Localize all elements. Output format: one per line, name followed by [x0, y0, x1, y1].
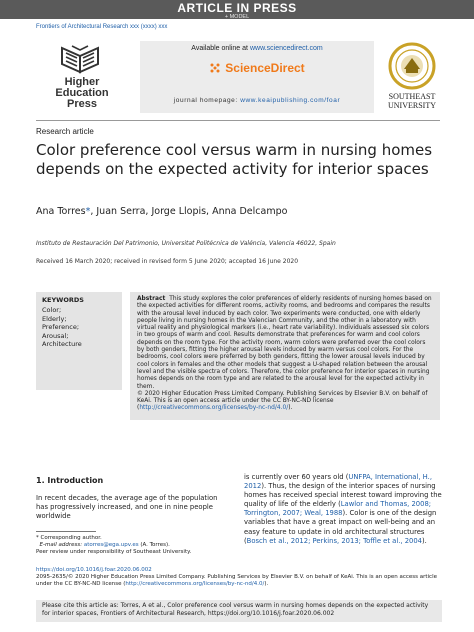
header-divider	[36, 120, 440, 121]
license-link[interactable]: http://creativecommons.org/licenses/by-nc-nd/4.0/	[125, 581, 265, 587]
received-dates: Received 16 March 2020; received in revised form 5 June 2020; accepted 16 June 2020	[36, 258, 299, 265]
model-label: + MODEL	[224, 14, 250, 20]
journal-header-box	[140, 41, 374, 113]
body-text: is currently over 60 years old (	[244, 473, 349, 481]
footnote	[36, 535, 236, 556]
publisher-name-line2: Education	[55, 87, 109, 99]
university-name-line2: UNIVERSITY	[388, 101, 436, 110]
author-list	[36, 206, 287, 217]
keyword-item: Elderly;	[42, 314, 67, 323]
publisher-name-line3: Press	[67, 98, 97, 110]
keyword-item: Arousal;	[42, 331, 69, 340]
university-name	[376, 92, 448, 110]
sciencedirect-url-link[interactable]: www.sciencedirect.com	[249, 45, 323, 52]
article-in-press-label: ARTICLE IN PRESS	[177, 1, 297, 15]
license-end: ).	[264, 581, 269, 587]
university-name-line1: SOUTHEAST	[388, 92, 436, 101]
other-authors: , Juan Serra, Jorge Llopis, Anna Delcampo	[90, 206, 288, 217]
citation-box: Please cite this article as: Torres, A et al., Color preference cool versus warm in nursing homes depends on the expected activity for interior spaces, Frontiers of Architectural Research, https://doi.org/10.1016/j.foar.2020.06.002	[36, 600, 442, 622]
keywords-heading: KEYWORDS	[42, 296, 84, 304]
body-text: ). Thus, the design of the interior spaces of nursing homes has received special interest toward improving the quality of life of the elderly (	[244, 482, 442, 509]
corresponding-author-note: * Corresponding author.	[36, 535, 102, 541]
issn-text: 2095-2635/© 2020 Higher Education Press Limited Company. Publishing Services by Elsevier B.V. on behalf of KeAi. This is an open access article under the CC BY-NC-ND license (	[36, 574, 437, 587]
rights-text: © 2020 Higher Education Press Limited Company. Publishing Services by Elsevier B.V. on behalf of KeAi. This is an open access article under the CC BY-NC-ND license (	[137, 390, 428, 412]
first-author[interactable]: Ana Torres	[36, 206, 86, 217]
article-title: Color preference cool versus warm in nursing homes depends on the expected activity for interior spaces	[36, 141, 433, 178]
peer-review-note: Peer review under responsibility of Southeast University.	[36, 549, 192, 555]
keywords-panel	[36, 292, 122, 390]
available-prefix: Available online at	[191, 45, 248, 52]
abstract-text: This study explores the color preferences of elderly residents of nursing homes based on the expected activities for different rooms, activity rooms, and bedrooms and compares the results with the arousal level induced by each color. Two experiments were conducted, one with elderly people living in nursing homes in the Valencian Community, and the other in a laboratory with virtual reality and physiological markers (i.e., heart rate variability). Individuals assessed six colors in two groups of warm and cool. Results demonstrate that preferences for warm and cool colors depends on the room type. For the activity room, warm colors were preferred over the cool colors by both genders, fitting the higher arousal levels induced by warm versus cool colors. For the bedrooms, cool colors were preferred by both genders, fitting the lower arousal levels induced by cool colors in females and the other models that suggest a U-shaped relation between the arousal level and the visible spectra of colors. Therefore, the color preference for interior spaces in nursing homes depends on the room type and are related to the arousal level for the expected activity in them.	[137, 296, 432, 390]
introduction-heading: 1. Introduction	[36, 476, 104, 485]
corresponding-author-mark[interactable]: *	[85, 206, 91, 217]
footnote-divider	[36, 531, 96, 532]
reference-link[interactable]: Lawlor and Thomas, 2008; Torrington, 2007; Weal, 1988	[244, 500, 432, 518]
doi-block	[36, 567, 442, 588]
body-text: ).	[422, 536, 427, 545]
doi-link[interactable]: https://doi.org/10.1016/j.foar.2020.06.002	[36, 567, 152, 573]
license-link[interactable]: http://creativecommons.org/licenses/by-nc-nd/4.0/	[139, 405, 289, 412]
email-label: E-mail address:	[39, 542, 83, 548]
higher-education-press-logo	[36, 44, 128, 120]
sciencedirect-wordmark: ScienceDirect	[225, 61, 305, 75]
affiliation: Instituto de Restauración Del Patrimonio, Universitat Politécnica de Valéncia, Valencia 46022, Spain	[36, 240, 336, 247]
homepage-url-link[interactable]: www.keaipublishing.com/foar	[240, 97, 341, 104]
email-line	[36, 542, 236, 549]
journal-homepage	[140, 97, 374, 104]
homepage-prefix: journal homepage:	[173, 97, 238, 104]
available-online	[140, 45, 374, 52]
abstract-panel	[130, 292, 440, 420]
publisher-name	[36, 77, 128, 110]
keyword-item: Architecture	[42, 340, 82, 348]
right-column-text	[244, 473, 442, 546]
keyword-item: Preference;	[42, 323, 80, 331]
southeast-university-seal-icon	[384, 42, 440, 90]
introduction-text: In recent decades, the average age of the population has progressively increased, and one in nine people worldwide	[36, 494, 218, 521]
reference-link[interactable]: Bosch et al., 2012; Perkins, 2013; Toffle et al., 2004	[246, 536, 422, 545]
publisher-name-line1: Higher	[64, 76, 100, 88]
open-book-icon	[58, 44, 102, 76]
sciencedirect-logo	[140, 59, 374, 77]
email-link[interactable]: atorres@ega.upv.es	[83, 542, 139, 548]
reference-link[interactable]: UNFPA, International, H., 2012	[244, 473, 432, 491]
keyword-item: Color;	[42, 306, 62, 314]
journal-line-link[interactable]: Frontiers of Architectural Research xxx (xxxx) xxx	[36, 24, 168, 30]
sciencedirect-dots-icon	[209, 62, 221, 74]
email-after: (A. Torres).	[140, 542, 170, 548]
body-text: ). Color is one of the design variables that have a great impact on well-being and an easy feature to update in old architectural structures (	[244, 509, 437, 545]
abstract-label: Abstract	[137, 296, 166, 302]
abstract-rights	[137, 391, 433, 413]
rights-end: ).	[288, 405, 293, 412]
article-type: Research article	[36, 127, 94, 136]
